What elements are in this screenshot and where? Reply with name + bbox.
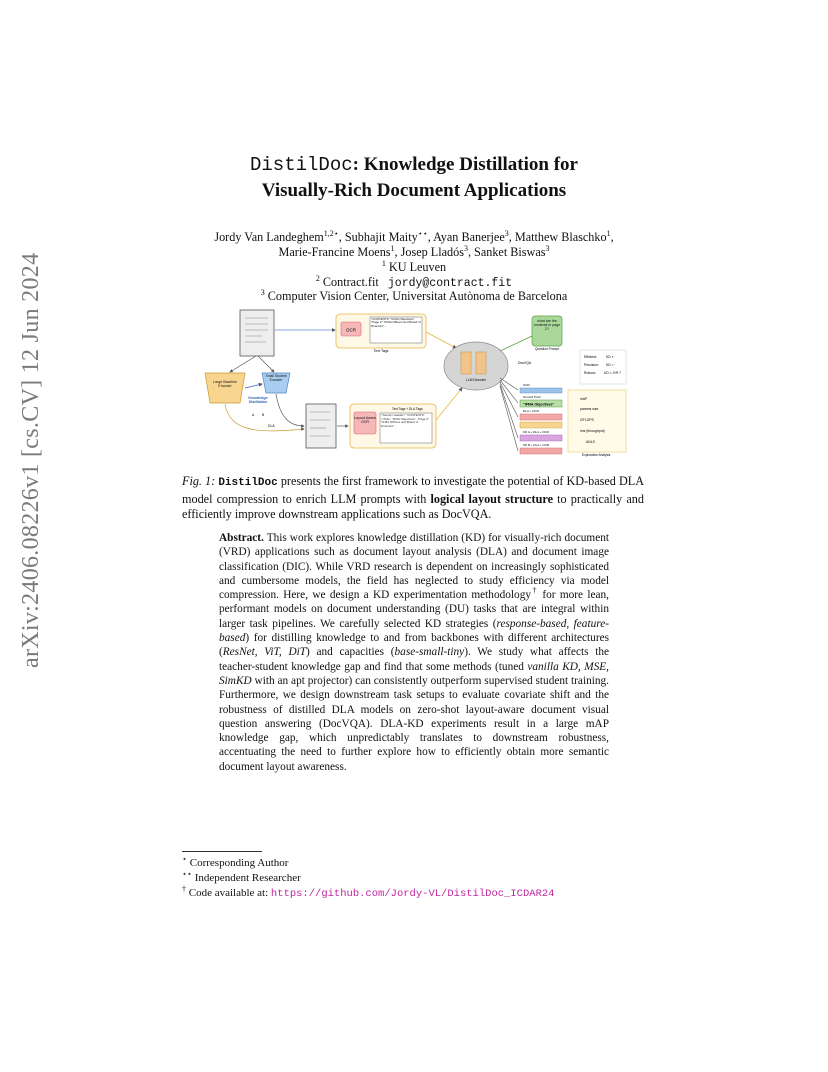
affil-name: KU Leuven: [388, 260, 447, 274]
figure-1-diagram: [200, 308, 630, 468]
footnote-1: [182, 856, 288, 870]
docvqa-label: DocVQA: [518, 361, 532, 365]
abstract-text: with an apt projector) can consistently outperform supervised student training. Furthermore, we design downstream task setups to evaluate covariate shift and the robustness of distilled DLA models on zero-shot layout-aware document visual question answering (DocVQA). DLA-KD experiments result in a large mAP knowledge gap, which unpredictably translates to downstream robustness, accentuating the need to further explore how to efficiently obtain more semantic document layout awareness.: [219, 674, 609, 773]
footnote-text: Code available at:: [188, 887, 271, 899]
abstract-italic: ResNet, ViT, DiT: [222, 646, 307, 659]
author-affil-mark: 1,2⋆: [323, 228, 339, 238]
arxiv-identifier: arXiv:2406.08226v1 [cs.CV] 12 Jun 2024: [18, 252, 44, 668]
figure-caption: [182, 474, 644, 523]
text-tags-dla-label: Text Tags + DLA Tags: [392, 407, 423, 411]
text-tags-label: Text Tags: [373, 349, 389, 353]
author-list: Jordy Van Landeghem$^{1,2⋆}$, Subhajit Maity⋆⋆, Ayan Banerjee$^3$, Matthew Blaschko$^1$, Marie-Francine Moens$^1$, Josep Lladós$^3$, Sanket Biswas$^3$: [214, 228, 614, 259]
caption-text-2: to practically and efficiently improve downstream applications such as DocVQA.: [182, 491, 644, 521]
footnote-mark: †: [531, 586, 538, 596]
metric-throughput: ims (throughput): [580, 429, 605, 433]
question-text: what are the contents in page 2?: [533, 319, 561, 332]
title-system-name: DistilDoc: [250, 154, 353, 176]
question-prompt-label: Question Prompt: [535, 347, 559, 351]
kd-option-b: B: [262, 413, 265, 417]
explorative-panel: [568, 390, 626, 452]
robust-label: Robust:: [584, 371, 596, 375]
metric-anls: ANLS: [586, 440, 595, 444]
footnote-rule: [182, 851, 262, 852]
caption-text-1: presents the first framework to investigate the potential of KD-based DLA model compression to enrich LLM prompts with: [182, 474, 645, 506]
author-name: Josep Lladós: [400, 245, 464, 259]
author-affil-mark: 1: [606, 228, 611, 238]
result-dla-ocr-label: DLA + OCR: [523, 409, 539, 413]
abstract-italic: vanilla KD, MSE, SimKD: [219, 660, 610, 687]
llm-layer-icon: [476, 352, 486, 374]
result-bar-kd-b: [520, 448, 562, 454]
abstract-text: This work explores knowledge distillation (KD) for visually-rich document (VRD) applications such as document layout analysis (DLA) and document image classification (DIC). While VRD research is dependent on increasingly sophisticated and cumbersome models, the field has neglected to study efficiency via model compression. Here, we design a KD experimentation methodology: [219, 532, 609, 602]
caption-system-name: DistilDoc: [218, 477, 278, 489]
affil-number: 3: [260, 287, 265, 297]
efficient-value: KD ×: [606, 355, 614, 359]
abstract: [219, 531, 609, 774]
robust-value: KD ≈, KR ?: [604, 371, 621, 375]
abstract-text: ). We study what affects the teacher-student knowledge gap and find that some methods (tuned: [219, 646, 609, 673]
paper-title: [150, 152, 678, 203]
result-bar-ocr: [520, 388, 562, 393]
affil-number: 2: [315, 273, 320, 283]
ocr-text-content: "CONTENTS" "IFMA Objectives" "Page 2" "IFMA Officers and Board of Directors"...: [371, 317, 421, 328]
result-kd-a-label: KD A + DLA + OCR: [523, 430, 549, 434]
dla-document-icon: [306, 404, 336, 448]
layout-ocr-label: Layout Aware OCR: [354, 416, 376, 425]
large-encoder-label: Large Baseline Encoder: [213, 380, 237, 389]
affil-name: Contract.fit: [322, 275, 379, 289]
title-line-1: : Knowledge Distillation for: [352, 154, 578, 175]
caption-bold: logical layout structure: [430, 491, 553, 506]
dla-label: DLA: [268, 424, 275, 428]
abstract-text: ) and capacities (: [306, 646, 395, 659]
abstract-label: Abstract.: [219, 532, 264, 544]
llm-layer-icon: [461, 352, 471, 374]
layout-text-content: <Section Header> "CONTENTS" </Title> "IFMA Objectives", "Page 2" "IFMA Officers and Board of Directors"...: [381, 414, 430, 428]
footnote-2: [182, 871, 301, 885]
precision-value: KD ≈: [606, 363, 614, 367]
document-page-icon: [240, 310, 274, 356]
footnote-text: Corresponding Author: [189, 857, 289, 869]
kd-label: Knowledge Distillation: [248, 396, 268, 405]
ocr-label: OCR: [346, 327, 356, 333]
result-bar-kd-a: [520, 435, 562, 441]
abstract-text: for more lean, performant models on document understanding (DU) tasks that are integral within larger task pipelines. We carefully selected KD strategies (: [219, 589, 609, 630]
footnote-mark: ⋆: [182, 854, 188, 864]
precision-label: Precision:: [584, 363, 599, 367]
author-name: Sanket Biswas: [474, 245, 546, 259]
answer-text: "IFMA Objectives": [523, 402, 555, 407]
result-kd-b-label: KD B + DLA + OCR: [523, 443, 550, 447]
result-bar-dla-ocr: [520, 414, 562, 420]
caption-label: Fig. 1:: [182, 474, 216, 488]
explorative-label: Explorative Analysis: [582, 453, 611, 457]
abstract-italic: response-based, feature-based: [219, 617, 609, 645]
author-affil-mark: 3: [545, 243, 550, 253]
author-name: Marie-Francine Moens: [278, 245, 391, 259]
llm-decoder-label: LLM Decoder: [465, 378, 487, 382]
metric-gflops: GFLOPS: [580, 418, 594, 422]
metric-params: params size: [580, 407, 599, 411]
footnote-text: Independent Researcher: [194, 872, 301, 884]
efficient-label: Efficient:: [584, 355, 597, 359]
author-affil-mark: 1: [390, 243, 395, 253]
author-affil-mark: ⋆⋆: [417, 228, 428, 238]
affil-number: 1: [381, 258, 386, 268]
small-encoder-label: Small Student Encoder: [265, 374, 287, 382]
footnote-mark: †: [182, 884, 186, 894]
result-bar-gflops: [520, 422, 562, 428]
ground-truth-label: Ground Truth: [523, 395, 541, 399]
ocr-result-label: OCR: [523, 383, 530, 387]
kd-option-a: A: [252, 413, 255, 417]
footnote-mark: ⋆⋆: [182, 869, 193, 879]
author-email[interactable]: jordy@contract.fit: [387, 277, 513, 290]
author-name: Matthew Blaschko: [514, 230, 607, 244]
affiliation-3: [150, 289, 678, 304]
abstract-italic: base-small-tiny: [394, 646, 465, 659]
author-name: Ayan Banerjee: [433, 230, 505, 244]
footnote-3: [182, 886, 554, 901]
affiliation-1: [150, 260, 678, 275]
author-name: Subhajit Maity: [344, 230, 418, 244]
title-line-2: Visually-Rich Document Applications: [261, 180, 567, 201]
abstract-text: ) for distilling knowledge to and from backbones with different architectures (: [219, 632, 609, 659]
author-affil-mark: 3: [463, 243, 468, 253]
affil-name: Computer Vision Center, Universitat Autònoma de Barcelona: [267, 289, 568, 303]
metric-map: mAP: [580, 397, 588, 401]
code-link[interactable]: https://github.com/Jordy-VL/DistilDoc_ICDAR24: [270, 888, 555, 900]
author-affil-mark: 3: [504, 228, 509, 238]
author-name: Jordy Van Landeghem: [214, 230, 324, 244]
